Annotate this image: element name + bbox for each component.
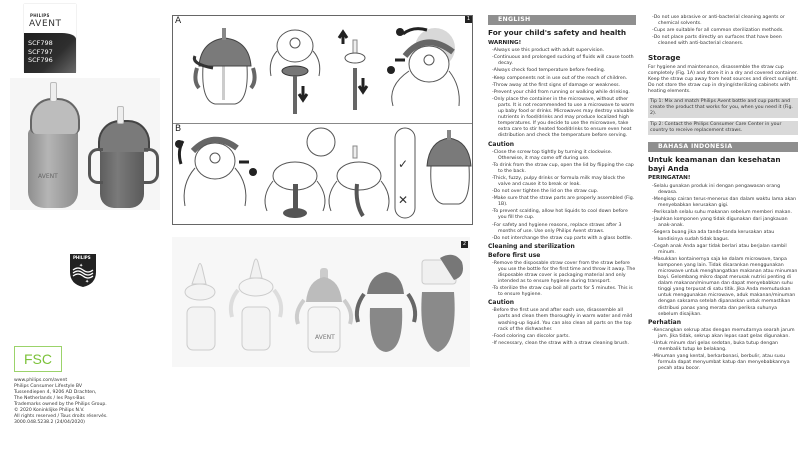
warning-item: -Throw away at the first signs of damage or weakness. bbox=[492, 82, 621, 88]
before-first-use-heading: Before first use bbox=[488, 251, 541, 259]
warning-item: -Always check food temperature before feeding. bbox=[492, 68, 606, 74]
warning-item-id: -Mengisap cairan terus-menerus dan dalam waktu lama akan menyebabkan kerusakan gigi. bbox=[652, 196, 797, 209]
svg-text:✦: ✦ bbox=[85, 279, 90, 285]
left-handle bbox=[88, 148, 103, 184]
model-number: SCF797 bbox=[28, 47, 53, 56]
philips-shield-logo bbox=[68, 252, 98, 288]
product-photo bbox=[10, 78, 160, 210]
straw-icon bbox=[50, 82, 57, 102]
cleaning-heading: Cleaning and sterilization bbox=[488, 242, 575, 250]
caution-item-id: -Minuman yang kental, berkarbonasi, berbulir, atau susu formula dapat menyumbat katup dan menyebabkannya pecah atau bocor. bbox=[652, 354, 790, 372]
tip-2: Tip 2: Contact the Philips Consumer Care Center in your country to receive replacement straws. bbox=[648, 121, 798, 135]
philips-wordmark: PHILIPS bbox=[30, 13, 50, 18]
company-name: Philips Consumer Lifestyle BV bbox=[14, 384, 83, 389]
safety-title: For your child's safety and health bbox=[488, 28, 627, 38]
warning-item-id: -Segera buang jika ada tanda-tanda kerusakan atau kondisinya sudah tidak bagus. bbox=[652, 230, 775, 242]
shield-label: PHILIPS bbox=[73, 255, 91, 260]
address-line: Tussendiepen 4, 9206 AD Drachten, bbox=[14, 390, 97, 395]
figure-2-mix-and-match bbox=[172, 232, 471, 377]
handle-straw-cup-image bbox=[100, 146, 144, 208]
rights-notice: All rights reserved / Tous droits réservés. bbox=[14, 414, 108, 419]
right-column bbox=[648, 15, 798, 373]
cleaning-caution-item: -Before the first use and after each use, disassemble all parts and clean them thoroughly in warm water and mild washing-up liquid. You can also clean all parts on the top rack of the dishwasher. bbox=[492, 308, 633, 332]
trademark-notice: Trademarks owned by the Philips Group. bbox=[14, 402, 107, 407]
figure-1-assembly bbox=[172, 15, 473, 225]
tall-straw-cup-image bbox=[28, 128, 78, 208]
warning-item: -Keep components not in use out of the reach of children. bbox=[492, 75, 628, 81]
warning-item: -Always use this product with adult supervision. bbox=[492, 48, 605, 54]
safety-title-id: Untuk keamanan dan kesehatan bayi Anda bbox=[648, 155, 781, 173]
warning-item: -Only place the container in the microwave, without other parts. It is not recommended to use a microwave to warm up baby food or drinks. Microwaves may destroy valuable nutrients in food/drinks and may produce localized high temperatures. If you decide to use the microwave, take extra care to stir heated food/drinks to ensure even heat distribution and check the temperature before serving. bbox=[492, 96, 635, 139]
cleaning-caution-item: -Cups are suitable for all common sterilization methods. bbox=[652, 28, 784, 34]
model-number: SCF796 bbox=[28, 56, 53, 64]
tall-cup-lid bbox=[30, 98, 80, 134]
figure-number-badge: 1 bbox=[466, 16, 471, 22]
warning-item-id: -Cegah anak Anda agar tidak berlari atau berjalan sambil minum. bbox=[652, 243, 787, 255]
website-link[interactable]: www.philips.com/avent bbox=[14, 378, 68, 383]
section-b-label: B bbox=[175, 124, 182, 134]
caution-heading-2: Caution bbox=[488, 299, 515, 307]
storage-heading: Storage bbox=[648, 53, 681, 63]
caution-item: -Do not over tighten the lid on the straw cup. bbox=[492, 189, 599, 195]
straw-icon bbox=[117, 106, 124, 124]
warning-heading-id: PERINGATAN! bbox=[648, 175, 691, 182]
caution-item: -Do not interchange the straw cup parts with a glass bottle. bbox=[492, 235, 633, 241]
warning-item: -Prevent your child from running or walking while drinking. bbox=[492, 89, 630, 95]
model-number: SCF798 bbox=[28, 39, 53, 47]
company-info bbox=[14, 378, 164, 426]
storage-text: For hygiene and maintenance, disassemble the straw cup completely (Fig. 1A) and store it in a dry and covered container. Keep the straw cup away from heat sources and direct sunlight. Do not store the straw cup in drying/sterilizing cabinets with heating elements. bbox=[648, 65, 798, 95]
first-use-item: -Remove the disposable straw cover from the straw before you use the bottle for the first time and throw it away. The disposable straw cover is packaging material and only intended as to ensure hygiene during transport. bbox=[492, 260, 636, 285]
right-handle bbox=[144, 148, 159, 184]
warning-item-id: -Periksalah selalu suhu makanan sebelum memberi makan. bbox=[652, 210, 792, 216]
tip-1: Tip 1: Mix and match Philips Avent bottle and cup parts and create the product that works for you, when you need it (Fig. 2). bbox=[648, 98, 798, 118]
figure-number-badge: 2 bbox=[462, 241, 467, 247]
caution-item-id: -Kencangkan sekrup atas dengan memutarnya searah jarum jam. Jika tidak, sekrup akan lepas saat gelas digunakan. bbox=[652, 327, 795, 339]
warning-item: -Continuous and prolonged sucking of fluids will cause tooth decay. bbox=[492, 55, 634, 67]
bottle-logo: AVENT bbox=[315, 334, 335, 341]
caution-item: -Close the screw top tightly by turning it clockwise. Otherwise, it may come off during use. bbox=[492, 149, 613, 161]
svg-text:✓: ✓ bbox=[398, 157, 409, 171]
svg-text:✕: ✕ bbox=[398, 193, 409, 207]
english-section bbox=[488, 15, 636, 348]
cleaning-caution-item: -If necessary, clean the straw with a straw cleaning brush. bbox=[492, 340, 629, 346]
warning-item-id: -Jauhkan komponen yang tidak digunakan dari jangkauan anak-anak. bbox=[652, 217, 788, 229]
caution-heading: Caution bbox=[488, 140, 515, 148]
caution-item: -To drink from the straw cup, open the lid by flipping the cap to the back. bbox=[492, 162, 634, 174]
caution-item: -To prevent scalding, allow hot liquids to cool down before you fill the cup. bbox=[492, 209, 628, 221]
copyright: © 2020 Koninklijke Philips N.V. bbox=[14, 408, 85, 413]
address-country: The Netherlands / les Pays-Bas bbox=[14, 396, 85, 401]
section-a-label: A bbox=[175, 16, 182, 26]
first-use-item: -To sterilize the straw cup boil all parts for 5 minutes. This is to ensure hygiene. bbox=[492, 286, 633, 298]
model-numbers bbox=[24, 33, 76, 73]
caution-item-id: -Untuk minum dari gelas sedotan, buka tutup dengan membalik tutup ke belakang. bbox=[652, 340, 779, 353]
fsc-logo: FSC bbox=[14, 346, 62, 372]
warning-item-id: -Selalu gunakan produk ini dengan pengawasan orang dewasa. bbox=[652, 183, 781, 195]
svg-text:✦: ✦ bbox=[79, 263, 84, 269]
warning-heading: WARNING! bbox=[488, 39, 522, 46]
handle-cup-lid bbox=[98, 120, 150, 152]
warning-item-id: -Masukkan kontainernya saja ke dalam microwave, tanpa komponen yang lain. Tidak disarankan menggunakan microwave untuk menghangatkan makanan atau minuman bayi. Gelombang mikro dapat merusak nutrisi penting di dalam makanan/minuman dan dapat menyebabkan suhu tinggi yang terpusat di satu titik. Jika Anda memutuskan untuk menggunakan microwave, aduk makanan/minuman dengan saksama setelah dipanaskan untuk memastikan distribusi panas yang merata dan periksa suhunya sebelum disajikan. bbox=[652, 256, 798, 317]
cleaning-caution-item: -Food coloring can discolor parts. bbox=[492, 333, 570, 339]
assembly-illustration bbox=[173, 16, 472, 224]
caution-item: -Thick, fuzzy, pulpy drinks or formula milk may block the valve and cause it to break or leak. bbox=[492, 175, 625, 187]
language-header-indonesian: BAHASA INDONESIA bbox=[648, 142, 798, 152]
caution-item: -Make sure that the straw parts are properly assembled (Fig. 1B). bbox=[492, 196, 635, 208]
avent-logo: AVENT bbox=[29, 19, 62, 29]
language-header-english: ENGLISH bbox=[488, 15, 636, 25]
bottle-variants-illustration bbox=[172, 232, 471, 377]
caution-heading-id: Perhatian bbox=[648, 318, 681, 326]
caution-item: -For safety and hygiene reasons, replace straws after 3 months of use. Use only Philips Avent straws. bbox=[492, 222, 622, 234]
document-number: 3000.048.5238.2 (24/04/2020) bbox=[14, 420, 85, 425]
cleaning-caution-item: -Do not use abrasive or anti-bacterial cleaning agents or chemical solvents. bbox=[652, 15, 785, 27]
cleaning-caution-item: -Do not place parts directly on surfaces that have been cleaned with anti-bacterial cleaners. bbox=[652, 35, 782, 47]
cup-logo: AVENT bbox=[38, 173, 58, 180]
